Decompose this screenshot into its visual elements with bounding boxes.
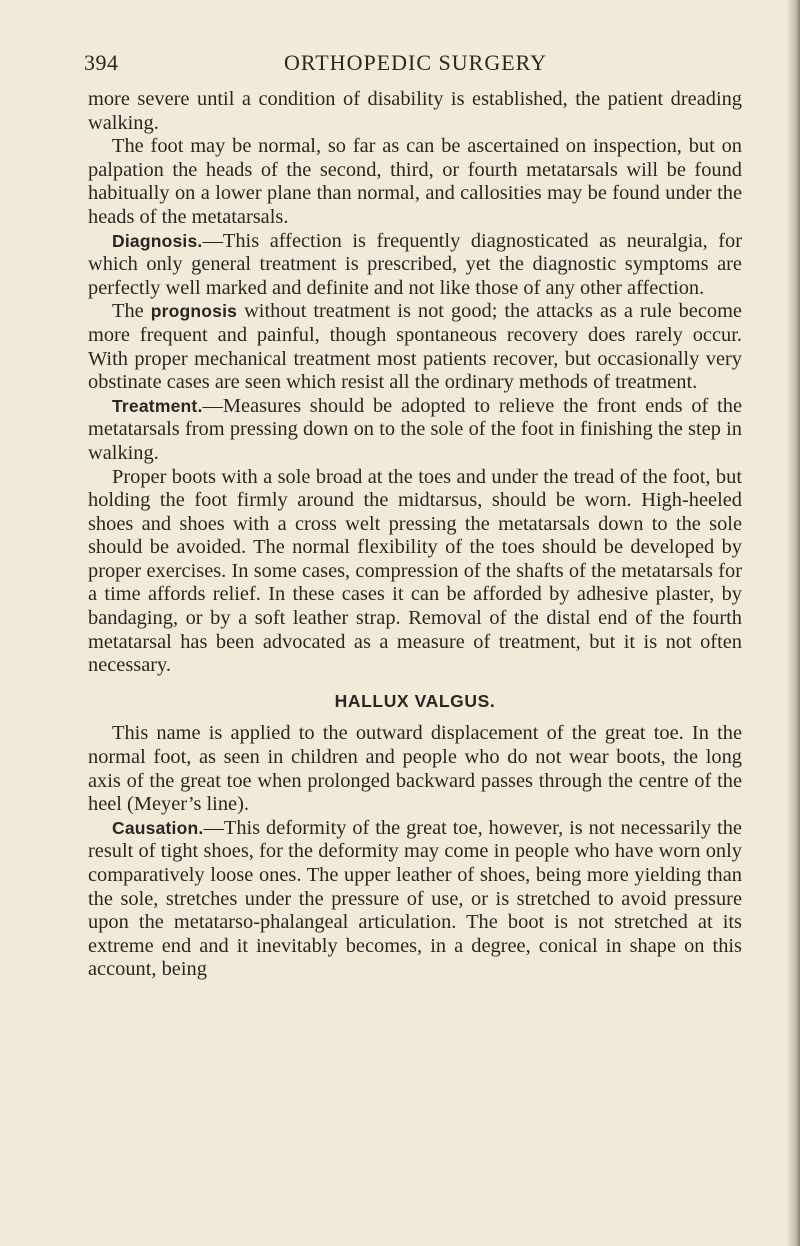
paragraph-treatment <box>88 395 742 466</box>
page-number: 394 <box>84 50 119 75</box>
prognosis-text: without treatment is not good; the attacks as a rule become more frequent and painful, though spontaneous recovery does rarely occur. With proper mechanical treatment most patients recover, but occasionally very obstinate cases are seen which resist all the ordinary methods of treatment. <box>88 300 742 394</box>
paragraph-symptoms: The foot may be normal, so far as can be ascertained on inspection, but on palpation the heads of the second, third, or fourth metatarsals will be found habitually on a lower plane than normal, and callosities may be found under the heads of the metatarsals. <box>88 135 742 228</box>
prognosis-lead: The <box>112 300 151 323</box>
paragraph-boots: Proper boots with a sole broad at the toes and under the tread of the foot, but holding the foot firmly around the midtarsus, should be worn. High-heeled shoes and shoes with a cross welt pressing the metatarsals down to the sole should be avoided. The normal flexibility of the toes should be developed by proper exercises. In some cases, compression of the shafts of the metatarsals for a time affords relief. In these cases it can be afforded by adhesive plaster, by bandaging, or by a soft leather strap. Removal of the distal end of the fourth metatarsal has been advocated as a measure of treatment, but it is not often necessary. <box>88 465 742 677</box>
treatment-text: —Measures should be adopted to relieve the front ends of the metatarsals from pressing down on to the sole of the foot in finishing the step in walking. <box>88 394 742 464</box>
paragraph-hallux-definition: This name is applied to the outward displacement of the great toe. In the normal foot, as seen in children and people who do not wear boots, the long axis of the great toe when prolonged backward passes through the centre of the heel (Meyer’s line). <box>88 722 742 816</box>
treatment-run-head: Treatment. <box>112 395 203 416</box>
paragraph-diagnosis <box>88 230 742 301</box>
page-edge-shadow <box>786 0 800 1246</box>
paragraph-continuation: more severe until a condition of disability is established, the patient dreading walking. <box>88 88 742 134</box>
causation-run-head: Causation. <box>112 817 204 838</box>
prognosis-run-head: prognosis <box>150 301 238 322</box>
paragraph-prognosis <box>88 300 742 394</box>
section-heading-hallux-valgus: HALLUX VALGUS. <box>334 690 496 711</box>
page-header <box>84 46 744 80</box>
causation-text: —This deformity of the great toe, however, is not necessarily the result of tight shoes, for the deformity may come in people who have worn only comparatively loose ones. The upper leather of shoes, being more yielding than the sole, stretches under the pressure of use, or is stretched to avoid pressure upon the metatarso-phalangeal articulation. The boot is not stretched at its extreme end and it inevitably becomes, in a degree, conical in shape on this account, being <box>88 816 742 981</box>
running-title: ORTHOPEDIC SURGERY <box>284 50 547 75</box>
diagnosis-run-head: Diagnosis. <box>112 230 203 251</box>
diagnosis-text: —This affection is frequently diagnosticated as neuralgia, for which only general treatment is prescribed, yet the diagnostic symptoms are perfectly well marked and definite and not like those of any other affection. <box>88 229 742 299</box>
body-text <box>88 88 742 982</box>
paragraph-causation <box>88 817 742 982</box>
